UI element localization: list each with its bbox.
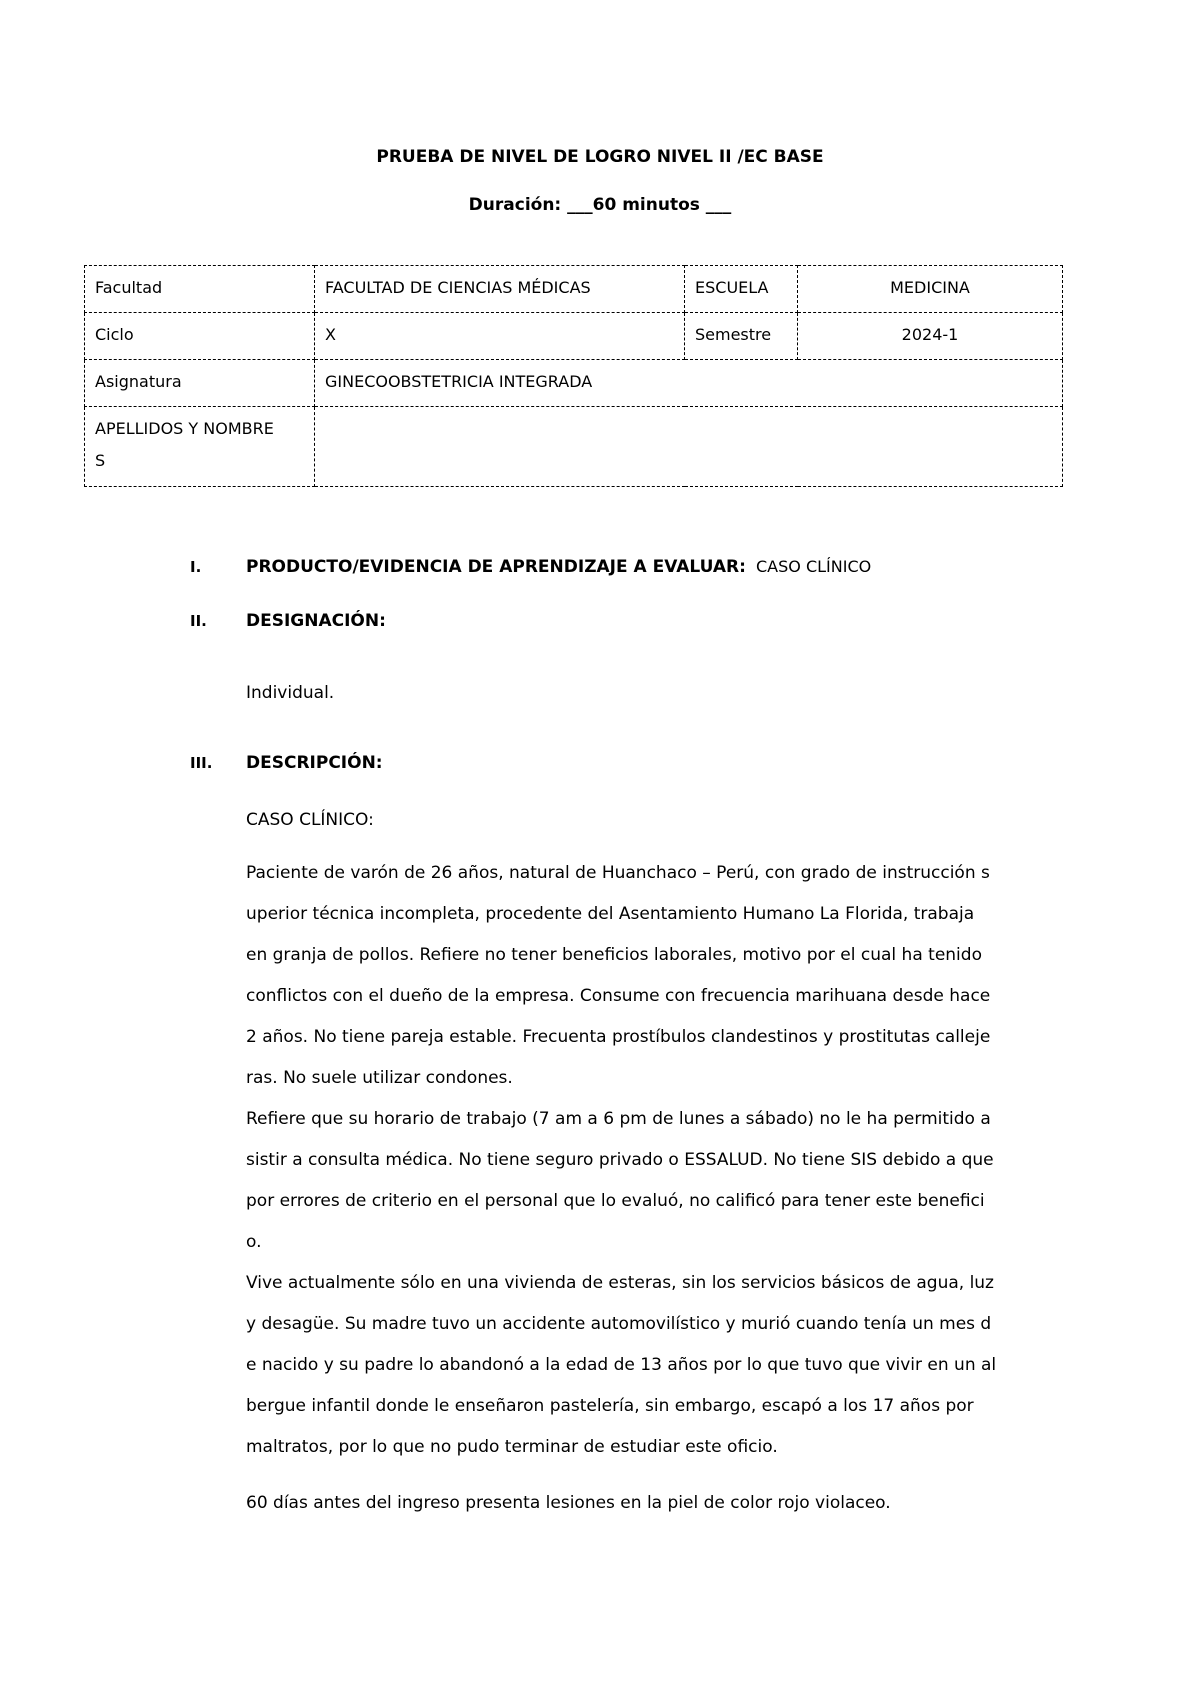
case-line: por errores de criterio en el personal que lo evaluó, no calificó para tener este benefici	[246, 1191, 985, 1211]
case-line: sistir a consulta médica. No tiene seguro privado o ESSALUD. No tiene SIS debido a que	[246, 1150, 994, 1170]
section-value: CASO CLÍNICO	[756, 557, 872, 576]
school-value: MEDICINA	[798, 266, 1063, 313]
case-line: conflictos con el dueño de la empresa. Consume con frecuencia marihuana desde hace	[246, 986, 991, 1006]
case-line: bergue infantil donde le enseñaron pastelería, sin embargo, escapó a los 17 años por	[246, 1396, 974, 1416]
cycle-value: X	[315, 313, 685, 360]
document-title: PRUEBA DE NIVEL DE LOGRO NIVEL II /EC BASE	[376, 147, 824, 167]
subject-label: Asignatura	[85, 360, 315, 407]
case-line: ras. No suele utilizar condones.	[246, 1068, 513, 1088]
school-label: ESCUELA	[685, 266, 798, 313]
section-title: PRODUCTO/EVIDENCIA DE APRENDIZAJE A EVALUAR:	[246, 557, 746, 577]
final-paragraph: 60 días antes del ingreso presenta lesiones en la piel de color rojo violaceo.	[246, 1493, 891, 1513]
section-title: DESCRIPCIÓN:	[246, 753, 383, 773]
case-line: en granja de pollos. Refiere no tener beneficios laborales, motivo por el cual ha tenido	[246, 945, 982, 965]
case-line: Refiere que su horario de trabajo (7 am a 6 pm de lunes a sábado) no le ha permitido a	[246, 1109, 991, 1129]
exam-duration: Duración: ___60 minutos ___	[468, 195, 732, 215]
table-row	[85, 266, 1063, 313]
student-info-table	[84, 265, 1063, 487]
semester-value: 2024-1	[798, 313, 1063, 360]
semester-label: Semestre	[685, 313, 798, 360]
cycle-label: Ciclo	[85, 313, 315, 360]
student-name-label-line2: S	[95, 451, 106, 470]
student-name-label	[85, 407, 315, 487]
student-name-field[interactable]	[315, 407, 1063, 487]
subject-value: GINECOOBSTETRICIA INTEGRADA	[315, 360, 1063, 407]
case-line: e nacido y su padre lo abandonó a la edad de 13 años por lo que tuvo que vivir en un al	[246, 1355, 997, 1375]
section-number: I.	[190, 558, 202, 576]
case-line: Paciente de varón de 26 años, natural de Huanchaco – Perú, con grado de instrucción s	[246, 863, 990, 883]
case-line: o.	[246, 1232, 262, 1252]
faculty-value: FACULTAD DE CIENCIAS MÉDICAS	[315, 266, 685, 313]
case-line: maltratos, por lo que no pudo terminar de estudiar este oficio.	[246, 1437, 778, 1457]
case-line: Vive actualmente sólo en una vivienda de esteras, sin los servicios básicos de agua, luz	[246, 1273, 994, 1293]
case-subtitle: CASO CLÍNICO:	[246, 810, 374, 830]
table-row	[85, 360, 1063, 407]
table-row	[85, 313, 1063, 360]
case-line: 2 años. No tiene pareja estable. Frecuenta prostíbulos clandestinos y prostitutas calleje	[246, 1027, 991, 1047]
section-number: II.	[190, 612, 207, 630]
case-line: y desagüe. Su madre tuvo un accidente automovilístico y murió cuando tenía un mes d	[246, 1314, 992, 1334]
section-title: DESIGNACIÓN:	[246, 611, 386, 631]
faculty-label: Facultad	[85, 266, 315, 313]
section-number: III.	[190, 754, 213, 772]
case-line: uperior técnica incompleta, procedente del Asentamiento Humano La Florida, trabaja	[246, 904, 975, 924]
designation-text: Individual.	[246, 683, 335, 703]
student-name-label-line1: APELLIDOS Y NOMBRE	[95, 419, 274, 438]
table-row	[85, 407, 1063, 487]
